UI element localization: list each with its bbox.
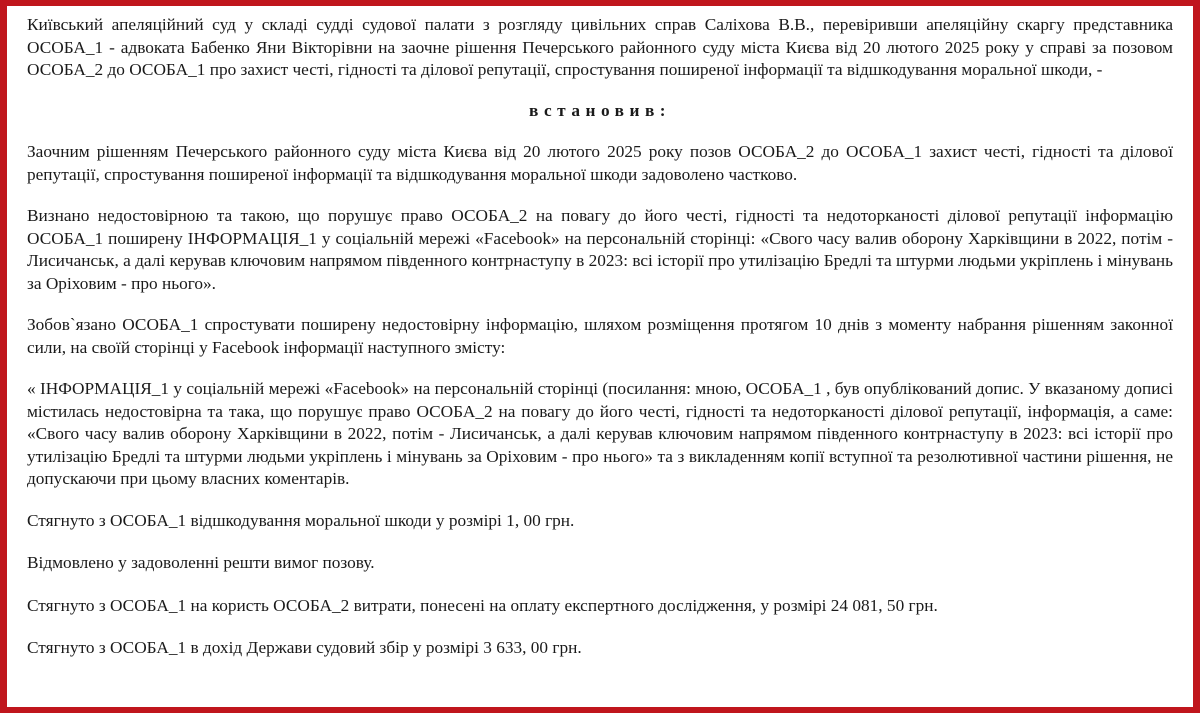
paragraph-refutation-text: « ІНФОРМАЦІЯ_1 у соціальній мережі «Facebook» на персональній сторінці (посилання: мною, ОСОБА_1 , був опублікований допис. У вказаному дописі містилась недостовірна та така, що порушує право ОСОБА_2 на повагу до його честі, гідності та недоторканості ділової репутації, інформація, а саме: «Свого часу валив оборону Харківщини в 2022, потім - Лисичанськ, а далі керував ключовим напрямом південного контрнаступу в 2023: всі історії про утилізацію Бредлі та штурми людьми укріплень і мінувань за Оріховим - про нього» та з викладенням копії вступної та резолютивної частини рішення, не допускаючи при цьому власних коментарів. xyxy=(27,379,1174,488)
paragraph-declared-false: Визнано недостовірною та такою, що порушує право ОСОБА_2 на повагу до його честі, гідності та недоторканості ділової репутації інформацію ОСОБА_1 поширену ІНФОРМАЦІЯ_1 у соціальній мережі «Facebook» на персональній сторінці: «Свого часу валив оборону Харківщини в 2022, потім - Лисичанськ, а далі керував ключовим напрямом південного контрнаступу в 2023: всі історії про утилізацію Бредлі та штурми людьми укріплень і мінувань за Оріховим - про нього». xyxy=(27,206,1173,293)
paragraph-court-fee: Стягнуто з ОСОБА_1 в дохід Держави судовий збір у розмірі 3 633, 00 грн. xyxy=(27,638,582,657)
paragraph-moral-damages: Стягнуто з ОСОБА_1 відшкодування моральної шкоди у розмірі 1, 00 грн. xyxy=(27,510,575,530)
paragraph-rejected: Відмовлено у задоволенні решти вимог позову. xyxy=(27,553,375,572)
paragraph-decision-summary: Заочним рішенням Печерського районного суду міста Києва від 20 лютого 2025 року позов ОСОБА_2 до ОСОБА_1 захист честі, гідності та ділової репутації, спростування поширеної інформації та відшкодування моральної шкоди задоволено частково. xyxy=(27,142,1173,184)
paragraph-obligation: Зобов`язано ОСОБА_1 спростувати поширену недостовірну інформацію, шляхом розміщення протягом 10 днів з моменту набрання рішенням законної сили, на своїй сторінці у Facebook інформації наступного змісту: xyxy=(27,315,1173,357)
section-heading: встановив: xyxy=(528,100,672,120)
document-page xyxy=(7,6,1193,707)
paragraph-expert-costs: Стягнуто з ОСОБА_1 на користь ОСОБА_2 витрати, понесені на оплату експертного дослідження, у розмірі 24 081, 50 грн. xyxy=(27,595,938,615)
intro-paragraph: Київський апеляційний суд у складі судді судової палати з розгляду цивільних справ Саліхова В.В., перевіривши апеляційну скаргу представника ОСОБА_1 - адвоката Бабенко Яни Вікторівни на заочне рішення Печерського районного суду міста Києва від 20 лютого 2025 року у справі за позовом ОСОБА_2 до ОСОБА_1 про захист честі, гідності та ділової репутації, спростування поширеної інформації та відшкодування моральної шкоди, - xyxy=(27,15,1173,79)
